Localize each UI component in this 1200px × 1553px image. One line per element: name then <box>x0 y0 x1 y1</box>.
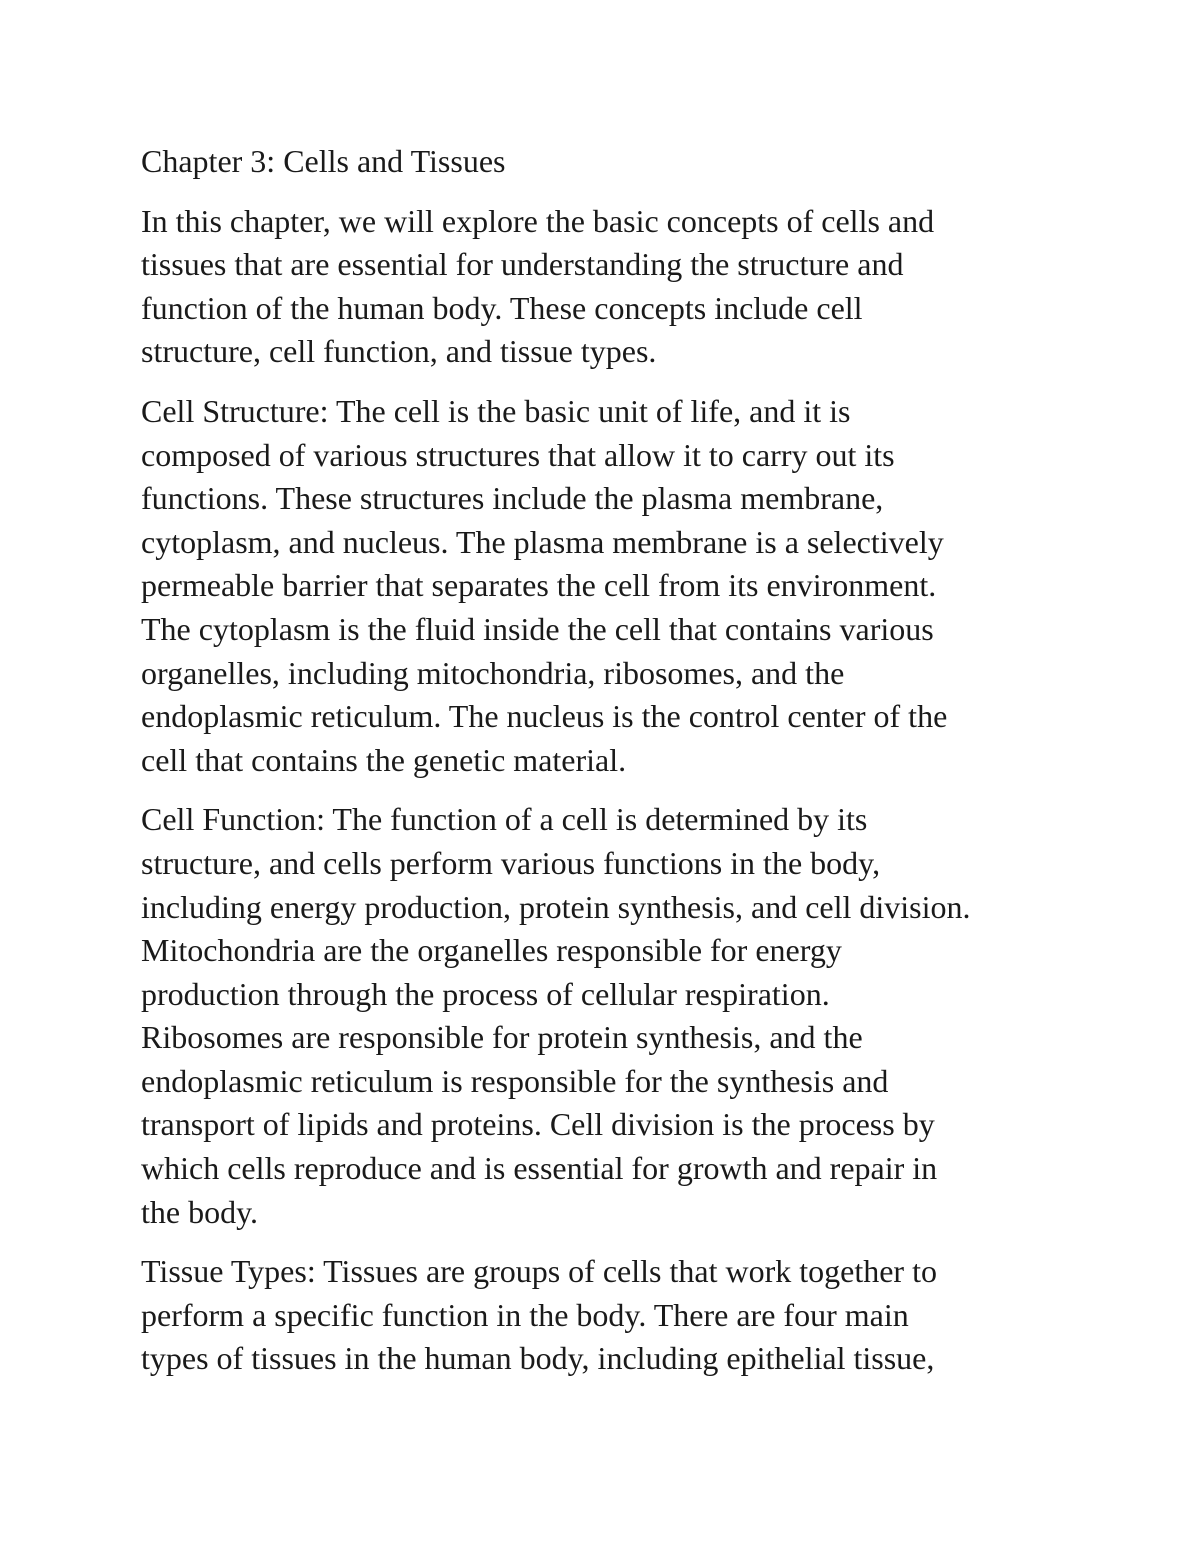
paragraph-line: Mitochondria are the organelles responsible for energy <box>141 932 842 969</box>
paragraph-line: which cells reproduce and is essential for growth and repair in <box>141 1150 938 1187</box>
paragraph-line: organelles, including mitochondria, ribosomes, and the <box>141 654 845 691</box>
paragraph-line: tissues that are essential for understanding the structure and <box>141 246 904 283</box>
paragraph-intro <box>141 200 1071 374</box>
paragraph-line: Tissue Types: Tissues are groups of cells that work together to <box>141 1253 937 1290</box>
paragraph-line: production through the process of cellular respiration. <box>141 975 830 1012</box>
paragraph-line: transport of lipids and proteins. Cell division is the process by <box>141 1106 935 1143</box>
paragraph-line: composed of various structures that allow it to carry out its <box>141 436 895 473</box>
paragraph-cell-structure <box>141 390 1071 782</box>
paragraph-line: Ribosomes are responsible for protein synthesis, and the <box>141 1019 863 1056</box>
paragraph-line: perform a specific function in the body. There are four main <box>141 1296 909 1333</box>
document-body <box>141 140 1071 1397</box>
paragraph-cell-function <box>141 798 1071 1234</box>
paragraph-line: Cell Function: The function of a cell is determined by its <box>141 801 868 838</box>
paragraph-line: Cell Structure: The cell is the basic unit of life, and it is <box>141 392 851 429</box>
paragraph-line: In this chapter, we will explore the basic concepts of cells and <box>141 202 935 239</box>
chapter-heading: Chapter 3: Cells and Tissues <box>141 143 506 179</box>
paragraph-tissue-types <box>141 1250 1071 1381</box>
paragraph-line: endoplasmic reticulum is responsible for the synthesis and <box>141 1062 889 1099</box>
paragraph-line: cell that contains the genetic material. <box>141 741 627 778</box>
paragraph-line: permeable barrier that separates the cell from its environment. <box>141 567 937 604</box>
paragraph-line: cytoplasm, and nucleus. The plasma membrane is a selectively <box>141 523 944 560</box>
paragraph-line: the body. <box>141 1193 259 1230</box>
paragraph-line: The cytoplasm is the fluid inside the cell that contains various <box>141 610 934 647</box>
paragraph-line: structure, cell function, and tissue types. <box>141 333 657 370</box>
paragraph-line: types of tissues in the human body, including epithelial tissue, <box>141 1340 935 1377</box>
paragraph-line: structure, and cells perform various functions in the body, <box>141 844 881 881</box>
paragraph-line: endoplasmic reticulum. The nucleus is the control center of the <box>141 698 948 735</box>
paragraph-line: functions. These structures include the plasma membrane, <box>141 480 884 517</box>
paragraph-line: including energy production, protein synthesis, and cell division. <box>141 888 971 925</box>
paragraph-line: function of the human body. These concepts include cell <box>141 289 863 326</box>
